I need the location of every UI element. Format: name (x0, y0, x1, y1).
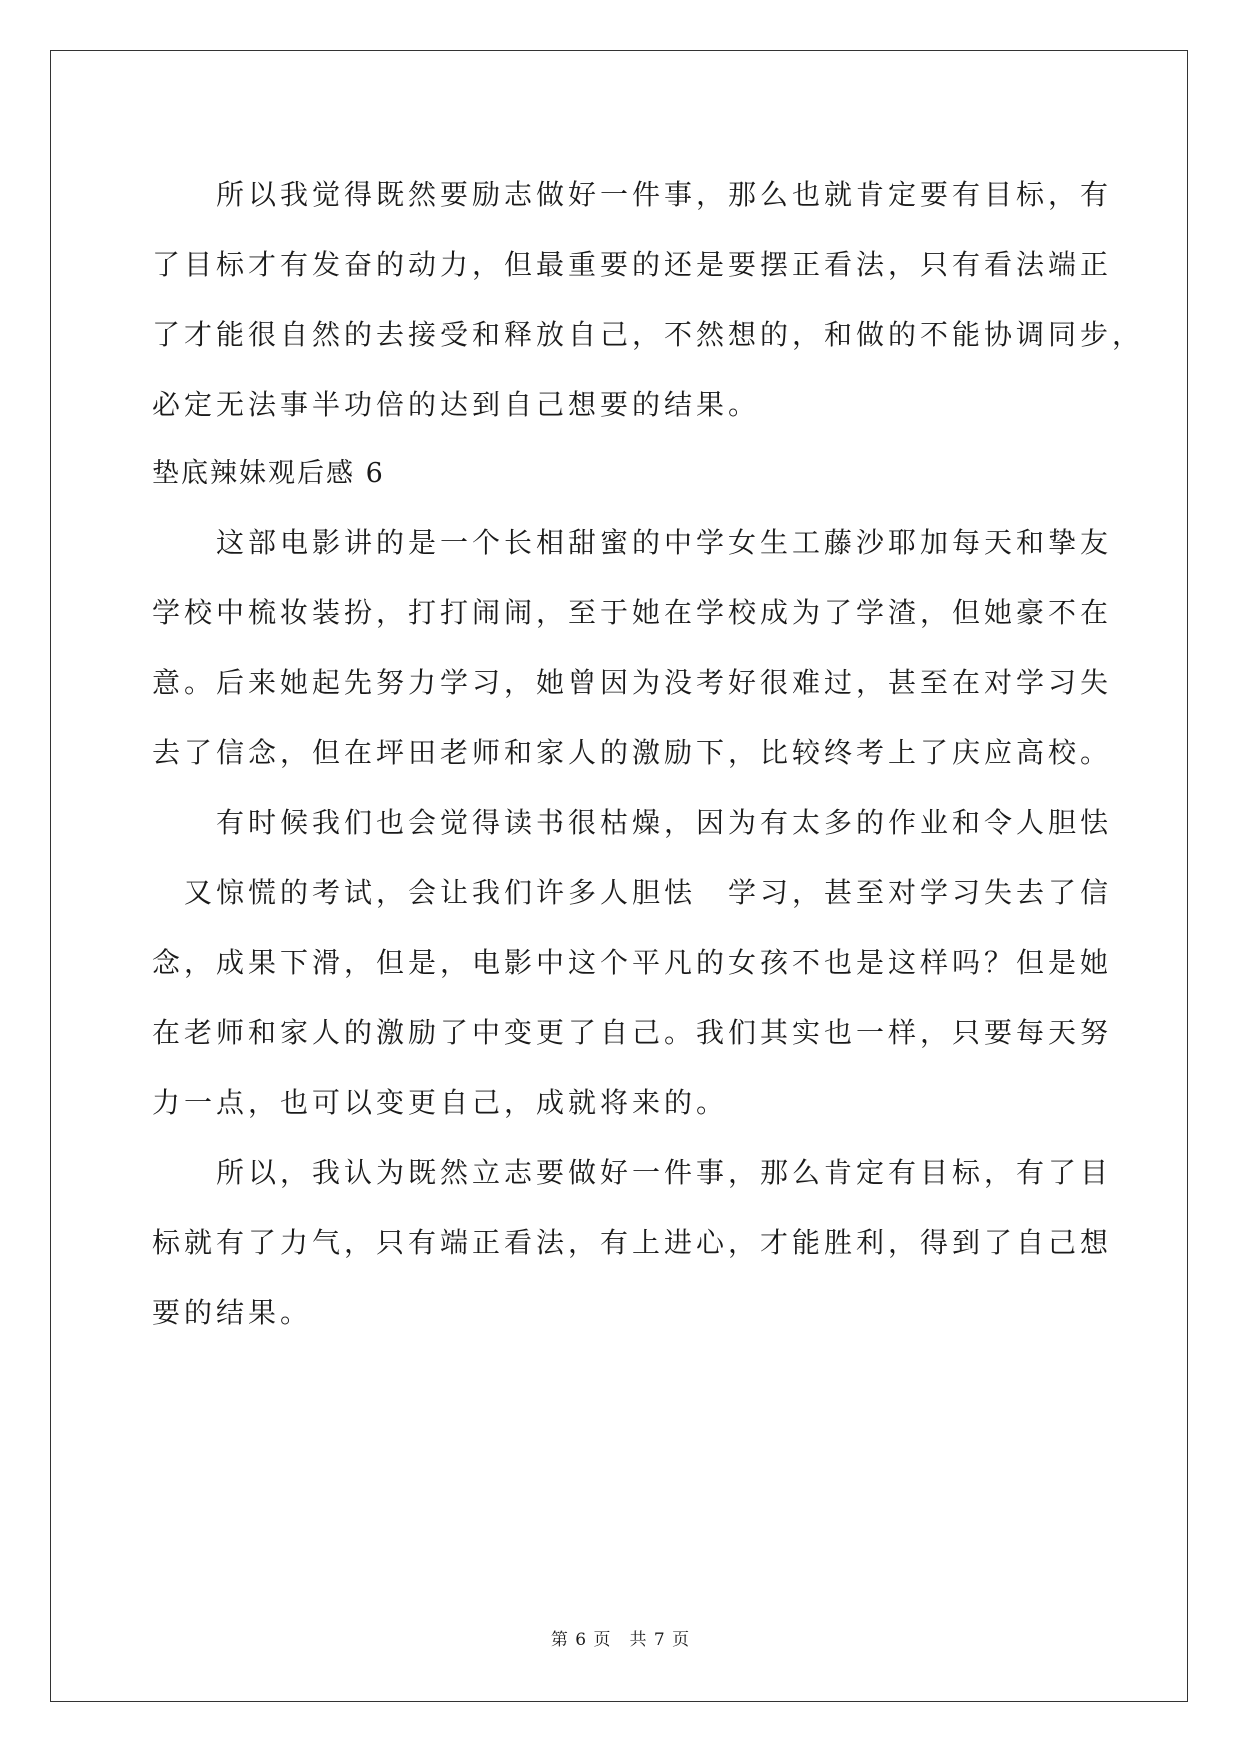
text-line: 所以我觉得既然要励志做好一件事，那么也就肯定要有目标，有 (152, 178, 1113, 211)
text-line: 有时候我们也会觉得读书很枯燥，因为有太多的作业和令人胆怯 (152, 806, 1113, 839)
text-line: 学校中梳妆装扮，打打闹闹，至于她在学校成为了学渣，但她豪不在 (152, 596, 1113, 629)
text-line: 又惊慌的考试，会让我们许多人胆怯 学习，甚至对学习失去了信 (152, 876, 1113, 909)
text-line: 必定无法事半功倍的达到自己想要的结果。 (152, 388, 761, 421)
text-line: 了才能很自然的去接受和释放自己，不然想的，和做的不能协调同步， (152, 318, 1145, 351)
text-line: 这部电影讲的是一个长相甜蜜的中学女生工藤沙耶加每天和挚友 (152, 526, 1113, 559)
section-heading: 垫底辣妹观后感 6 (152, 458, 385, 489)
text-line: 念，成果下滑，但是，电影中这个平凡的女孩不也是这样吗？但是她 (152, 946, 1113, 979)
text-line: 所以，我认为既然立志要做好一件事，那么肯定有目标，有了目 (152, 1156, 1113, 1189)
document-body (152, 160, 1145, 1348)
text-line: 在老师和家人的激励了中变更了自己。我们其实也一样，只要每天努 (152, 1016, 1113, 1049)
text-line: 要的结果。 (152, 1296, 313, 1329)
text-line: 标就有了力气，只有端正看法，有上进心，才能胜利，得到了自己想 (152, 1226, 1113, 1259)
text-line: 了目标才有发奋的动力，但最重要的还是要摆正看法，只有看法端正 (152, 248, 1113, 281)
text-line: 意。后来她起先努力学习，她曾因为没考好很难过，甚至在对学习失 (152, 666, 1113, 699)
text-line: 去了信念，但在坪田老师和家人的激励下，比较终考上了庆应高校。 (152, 736, 1113, 769)
text-line: 力一点，也可以变更自己，成就将来的。 (152, 1086, 729, 1119)
page-footer: 第 6 页 共 7 页 (550, 1630, 691, 1650)
